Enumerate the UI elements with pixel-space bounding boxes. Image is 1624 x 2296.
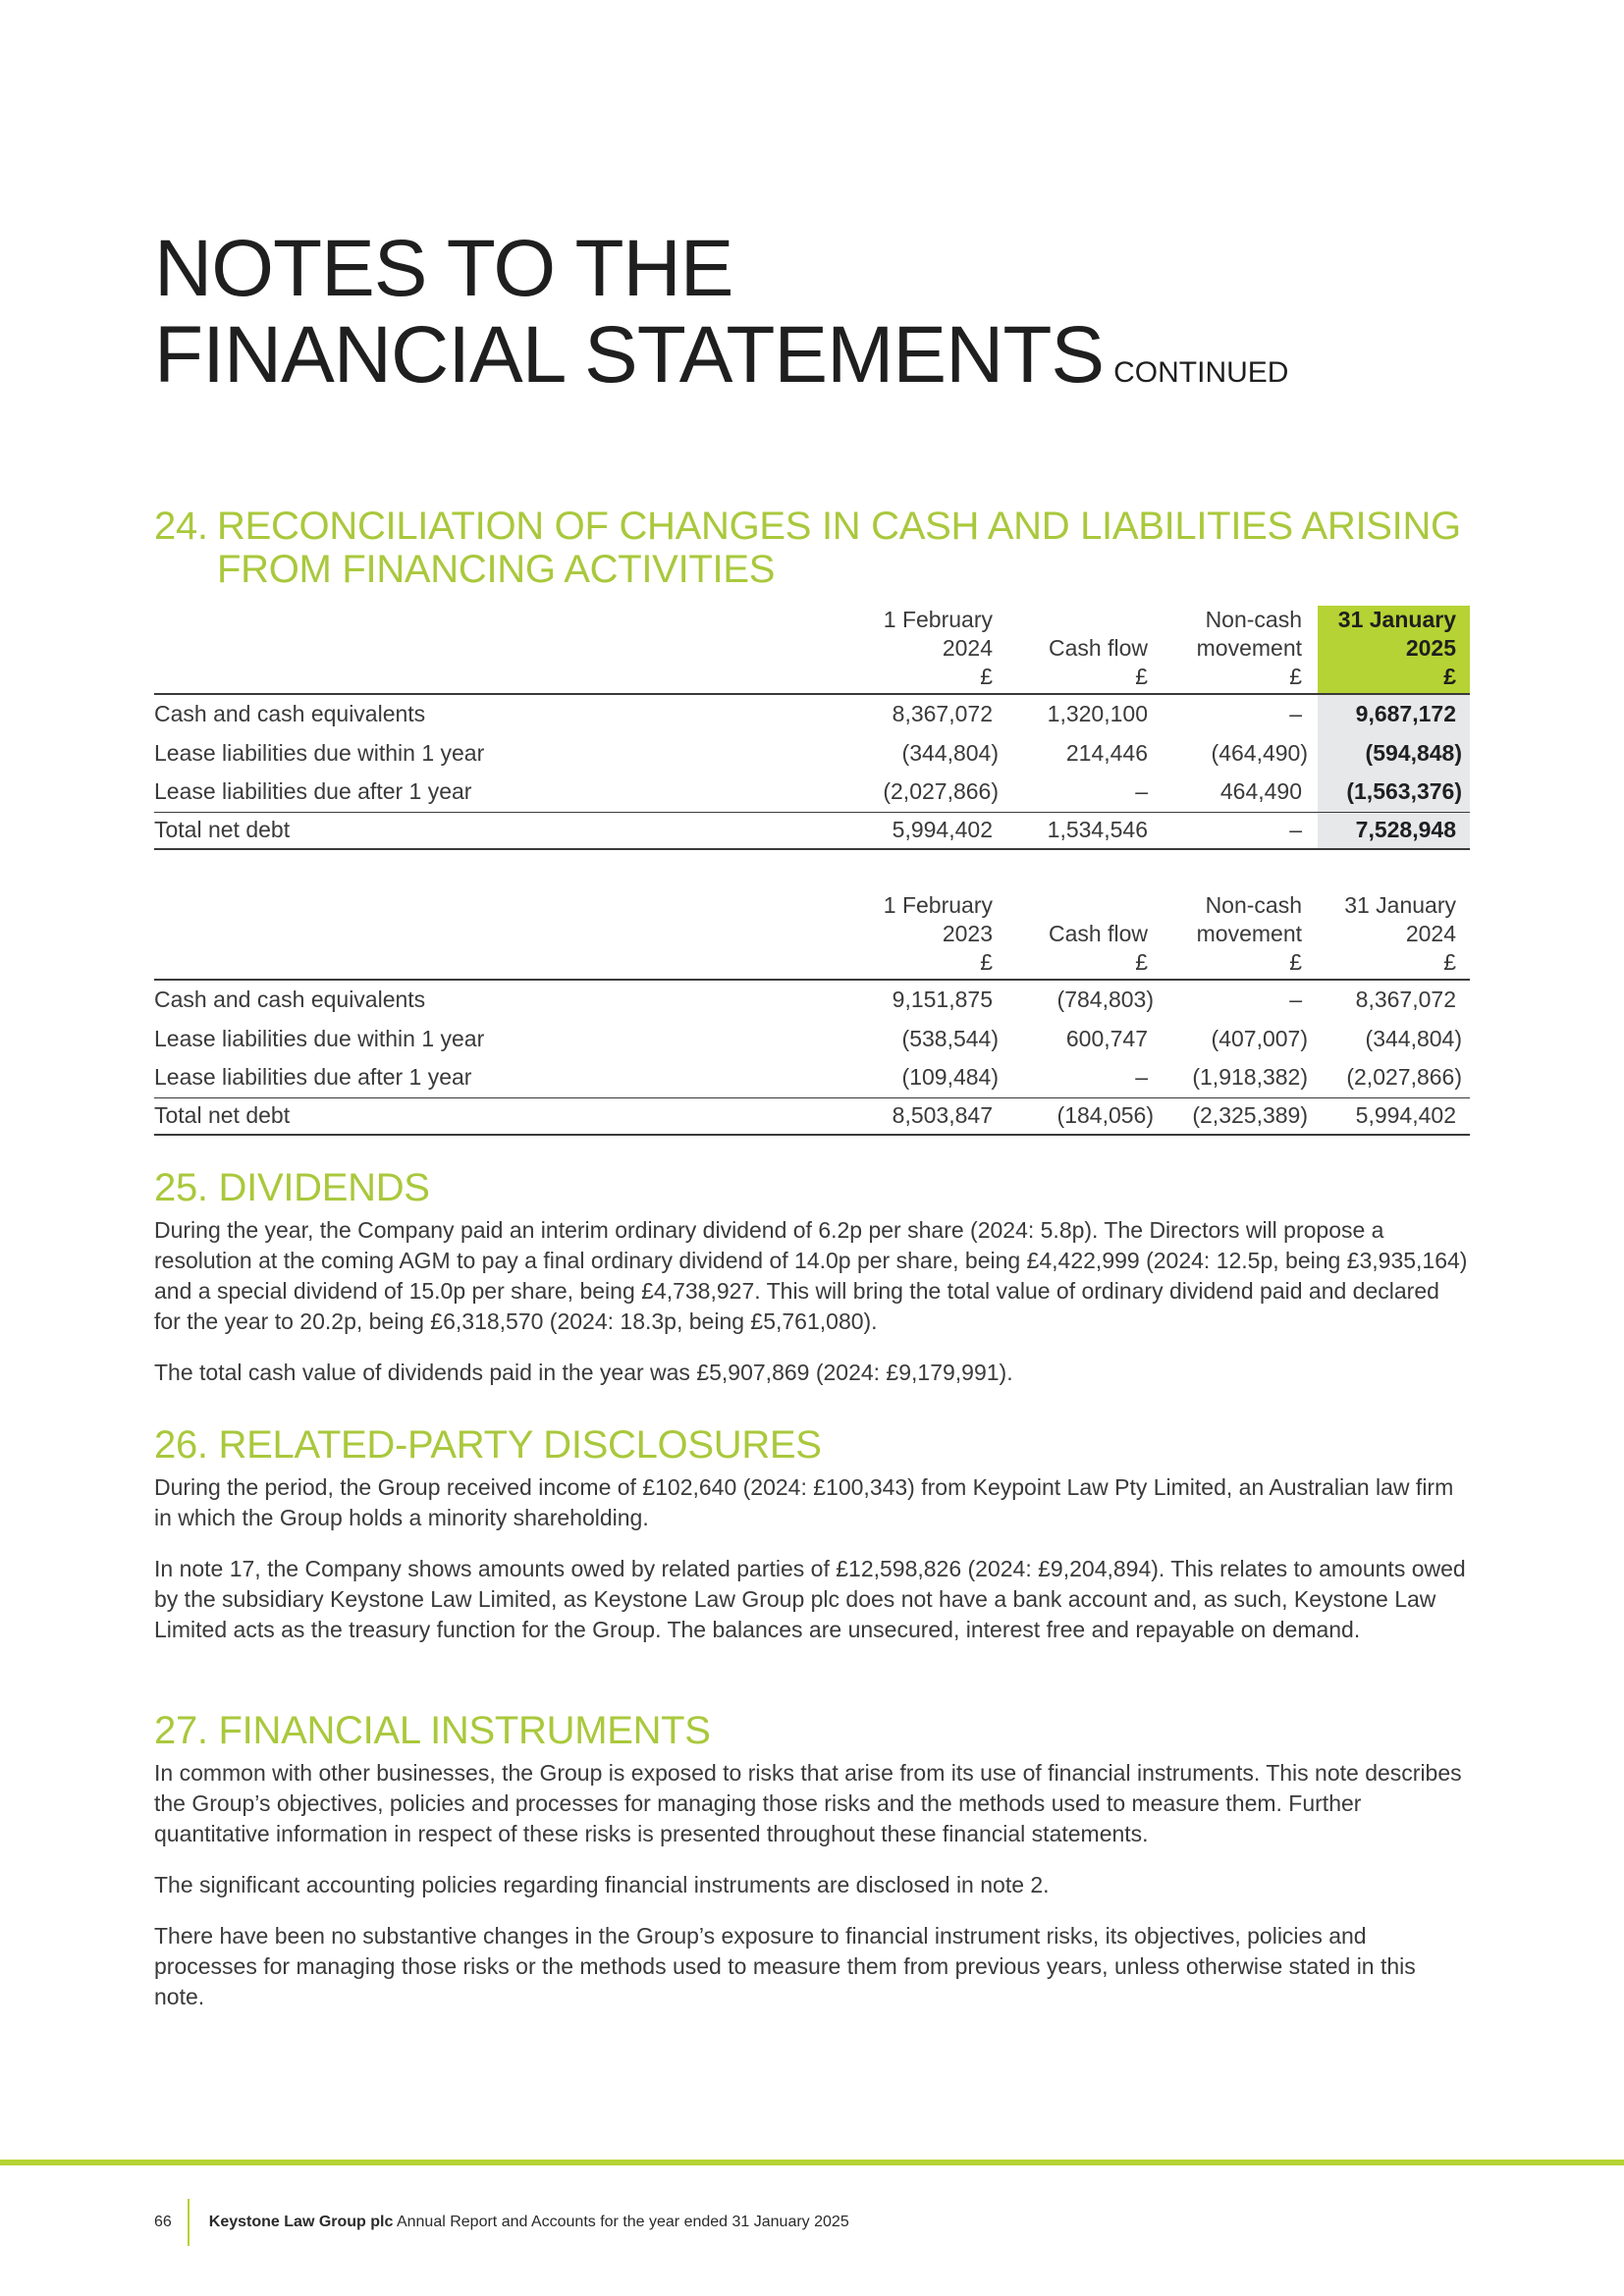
table-row: [154, 980, 1470, 1019]
table-row: [154, 1019, 1470, 1058]
cell: 5,994,402: [841, 812, 1008, 849]
header-blank: [154, 606, 841, 694]
row-label: Cash and cash equivalents: [154, 987, 426, 1012]
note27-section: [154, 1709, 1470, 2012]
col-header-closing: 31 January 2024 £: [1318, 891, 1470, 980]
table-row: [154, 733, 1470, 773]
footer-subtitle: Annual Report and Accounts for the year ended 31 January 2025: [393, 2214, 849, 2230]
cell: –: [1135, 778, 1148, 805]
table-row: [154, 1058, 1470, 1097]
cell: 8,503,847: [841, 1097, 1008, 1135]
row-label: Lease liabilities due after 1 year: [154, 1064, 472, 1091]
cell: (184,056): [1008, 1097, 1164, 1135]
row-label: Total net debt: [154, 1097, 841, 1135]
note25-heading: [154, 1166, 1470, 1209]
note27-number: 27.: [154, 1709, 208, 1752]
cell: 9,151,875: [892, 987, 993, 1012]
note24-title-line1: RECONCILIATION OF CHANGES IN CASH AND LIABILITIES ARISING: [217, 505, 1461, 548]
cell: 214,446: [1065, 739, 1148, 766]
cell: –: [1289, 701, 1302, 726]
cell: (2,325,389): [1164, 1097, 1318, 1135]
cell: 1,320,100: [1047, 701, 1148, 726]
reconciliation-table-2025: [154, 606, 1470, 850]
reconciliation-table-2024: [154, 891, 1470, 1136]
note25-number: 25.: [154, 1166, 208, 1209]
note25-paragraph-1: During the year, the Company paid an interim ordinary dividend of 6.2p per share (2024: 5.8p). The Directors will propose a resolution at the coming AGM to pay a final ordinary dividend of 14.0p per share, being £4,422,999 (2024: 12.5p, being £3,935,164) and a special dividend of 15.0p per share, being £4,738,927. This will bring the total value of ordinary dividend paid and declared for the year to 20.2p, being £6,318,570 (2024: 18.3p, being £5,761,080).: [154, 1217, 1468, 1334]
cell: 600,747: [1065, 1025, 1148, 1051]
cell: (784,803): [1056, 987, 1154, 1012]
cell: 9,687,172: [1318, 694, 1470, 733]
note25-paragraph-2: The total cash value of dividends paid in the year was £5,907,869 (2024: £9,179,991).: [154, 1360, 1013, 1385]
col-header-non-cash: Non-cash movement £: [1164, 606, 1318, 694]
note24-section: [154, 505, 1470, 591]
cell: 8,367,072: [1355, 987, 1456, 1012]
page-title-line2: [154, 312, 1288, 416]
footer-company: Keystone Law Group plc: [208, 2214, 394, 2230]
note24-heading: [154, 505, 1470, 591]
col-header-closing: 31 January 2025 £: [1318, 606, 1470, 694]
cell: (2,027,866): [1346, 1064, 1462, 1091]
table-row: [154, 773, 1470, 812]
table-header-row: [154, 891, 1470, 980]
footer-rule: [0, 2160, 1624, 2165]
col-header-cash-flow: Cash flow £: [1008, 606, 1164, 694]
page-title: [154, 226, 1288, 416]
cell: (344,804): [1365, 1025, 1462, 1051]
cell: –: [1289, 987, 1302, 1012]
continued-label: CONTINUED: [1113, 356, 1289, 389]
cell: (538,544): [901, 1025, 999, 1051]
table-header-row: [154, 606, 1470, 694]
cell: (109,484): [901, 1064, 999, 1091]
cell: (594,848): [1318, 733, 1470, 773]
note26-number: 26.: [154, 1423, 208, 1467]
note26-section: [154, 1423, 1470, 1645]
row-label: Total net debt: [154, 812, 841, 849]
cell: (1,563,376): [1318, 773, 1470, 812]
row-label: Lease liabilities due within 1 year: [154, 1025, 485, 1051]
note27-title: FINANCIAL INSTRUMENTS: [218, 1709, 711, 1752]
note27-paragraph-1: In common with other businesses, the Group is exposed to risks that arise from its use of financial instruments. This note describes the Group’s objectives, policies and processes for managing those risks and the methods used to measure them. Further quantitative information in respect of these risks is presented throughout these financial statements.: [154, 1760, 1462, 1846]
note26-paragraph-2: In note 17, the Company shows amounts owed by related parties of £12,598,826 (2024: £9,204,894). This relates to amounts owed by the subsidiary Keystone Law Limited, as Keystone Law Group plc does not have a bank account and, as such, Keystone Law Limited acts as the treasury function for the Group. The balances are unsecured, interest free and repayable on demand.: [154, 1556, 1466, 1642]
col-header-non-cash: Non-cash movement £: [1164, 891, 1318, 980]
note25-title: DIVIDENDS: [218, 1166, 430, 1209]
note27-paragraph-3: There have been no substantive changes in the Group’s exposure to financial instrument risks, its objectives, policies and processes for managing those risks or the methods used to measure them from previous years, unless otherwise stated in this note.: [154, 1923, 1416, 2009]
cell: (2,027,866): [883, 778, 999, 805]
cell: 8,367,072: [892, 701, 993, 726]
row-label: Cash and cash equivalents: [154, 701, 426, 726]
table-total-row: [154, 1097, 1470, 1135]
note26-paragraph-1: During the period, the Group received income of £102,640 (2024: £100,343) from Keypoint Law Pty Limited, an Australian law firm in which the Group holds a minority shareholding.: [154, 1474, 1454, 1530]
cell: (344,804): [901, 739, 999, 766]
col-header-opening: 1 February 2024 £: [841, 606, 1008, 694]
cell: (1,918,382): [1192, 1064, 1308, 1091]
footer: [154, 2199, 849, 2246]
footer-report-info: [209, 2214, 849, 2231]
page-number: 66: [154, 2214, 172, 2230]
cell: 1,534,546: [1008, 812, 1164, 849]
cell: 5,994,402: [1318, 1097, 1470, 1135]
table-total-row: [154, 812, 1470, 849]
cell: (464,490): [1211, 739, 1308, 766]
note26-title: RELATED-PARTY DISCLOSURES: [218, 1423, 822, 1467]
page-title-text: FINANCIAL STATEMENTS: [154, 310, 1105, 400]
cell: –: [1135, 1064, 1148, 1091]
row-label: Lease liabilities due after 1 year: [154, 778, 472, 805]
note24-title-line2: FROM FINANCING ACTIVITIES: [217, 548, 776, 591]
row-label: Lease liabilities due within 1 year: [154, 739, 485, 766]
note24-number: 24.: [154, 505, 208, 548]
header-blank: [154, 891, 841, 980]
cell: (407,007): [1211, 1025, 1308, 1051]
col-header-cash-flow: Cash flow £: [1008, 891, 1164, 980]
table-row: [154, 694, 1470, 733]
cell: –: [1164, 812, 1318, 849]
page-title-line1: NOTES TO THE: [154, 224, 733, 313]
cell: 7,528,948: [1318, 812, 1470, 849]
note26-heading: [154, 1423, 1470, 1467]
col-header-opening: 1 February 2023 £: [841, 891, 1008, 980]
note27-heading: [154, 1709, 1470, 1752]
note25-section: [154, 1166, 1470, 1388]
footer-divider: [188, 2199, 189, 2246]
cell: 464,490: [1219, 778, 1302, 805]
note27-paragraph-2: The significant accounting policies regarding financial instruments are disclosed in note 2.: [154, 1872, 1050, 1897]
